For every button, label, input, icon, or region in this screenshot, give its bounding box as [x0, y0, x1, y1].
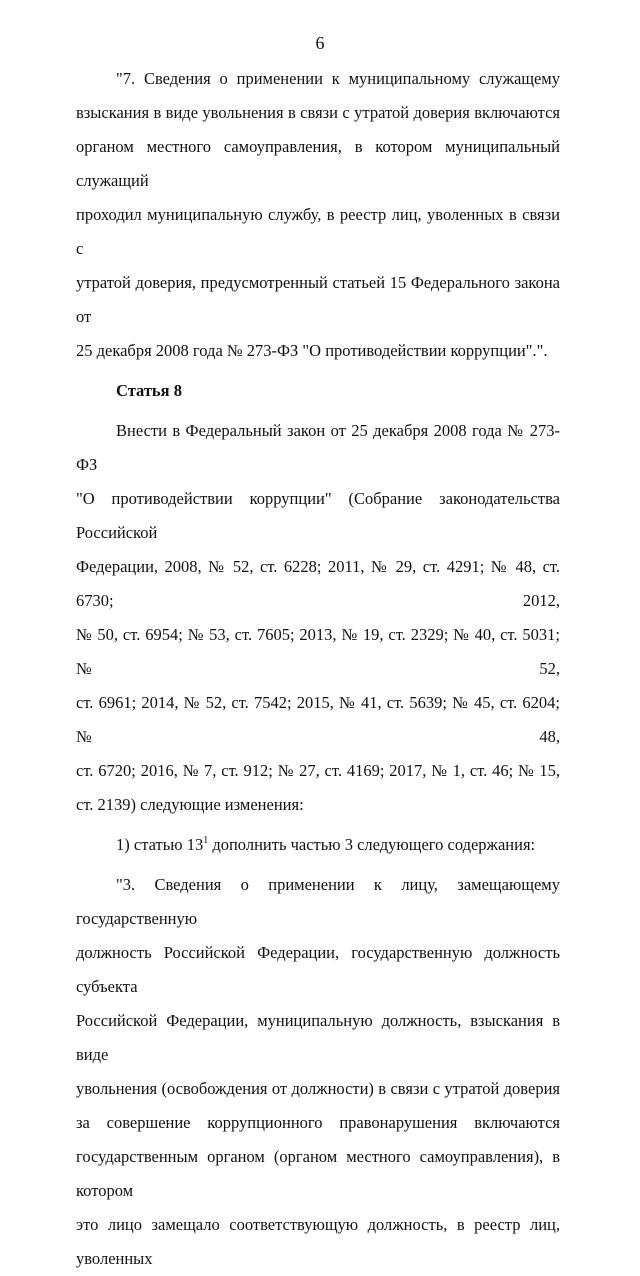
text-line: ст. 2139) следующие изменения:	[76, 795, 304, 814]
item-text: 1) статью 13	[116, 835, 204, 854]
item-text: дополнить частью 3 следующего содержания:	[208, 835, 536, 854]
text-line: должность Российской Федерации, государственную должность субъекта	[76, 943, 560, 996]
paragraph-7	[76, 62, 560, 368]
paragraph-intro	[76, 414, 560, 822]
text-line: № 50, ст. 6954; № 53, ст. 7605; 2013, № 19, ст. 2329; № 40, ст. 5031; № 52,	[76, 625, 560, 678]
text-line: Федерации, 2008, № 52, ст. 6228; 2011, № 29, ст. 4291; № 48, ст. 6730; 2012,	[76, 557, 560, 610]
text-line: это лицо замещало соответствующую должность, в реестр лиц, уволенных	[76, 1215, 560, 1268]
text-line: взыскания в виде увольнения в связи с утратой доверия включаются	[76, 103, 560, 122]
text-line: органом местного самоуправления, в котором муниципальный служащий	[76, 137, 560, 190]
list-item-1	[76, 828, 560, 862]
text-line: "7. Сведения о применении к муниципальному служащему	[116, 69, 560, 88]
text-line: 25 декабря 2008 года № 273-ФЗ "О противодействии коррупции".".	[76, 341, 548, 360]
text-line: государственным органом (органом местного самоуправления), в котором	[76, 1147, 560, 1200]
text-line: увольнения (освобождения от должности) в связи с утратой доверия	[76, 1079, 560, 1098]
text-line: утратой доверия, предусмотренный статьей 15 Федерального закона от	[76, 273, 560, 326]
text-line: ст. 6961; 2014, № 52, ст. 7542; 2015, № 41, ст. 5639; № 45, ст. 6204; № 48,	[76, 693, 560, 746]
text-line: проходил муниципальную службу, в реестр лиц, уволенных в связи с	[76, 205, 560, 258]
text-line: Российской Федерации, муниципальную должность, взыскания в виде	[76, 1011, 560, 1064]
text-line: Внести в Федеральный закон от 25 декабря 2008 года № 273-ФЗ	[76, 421, 560, 474]
text-line: "О противодействии коррупции" (Собрание законодательства Российской	[76, 489, 560, 542]
article-heading: Статья 8	[116, 381, 182, 400]
paragraph-quote-3	[76, 868, 560, 1276]
page-number: 6	[315, 33, 325, 53]
text-line: за совершение коррупционного правонарушения включаются	[76, 1113, 560, 1132]
superscript: 1	[203, 835, 209, 846]
text-line: "3. Сведения о применении к лицу, замещающему государственную	[76, 875, 560, 928]
document-body	[76, 62, 560, 1276]
text-line: ст. 6720; 2016, № 7, ст. 912; № 27, ст. 4169; 2017, № 1, ст. 46; № 15,	[76, 761, 560, 780]
